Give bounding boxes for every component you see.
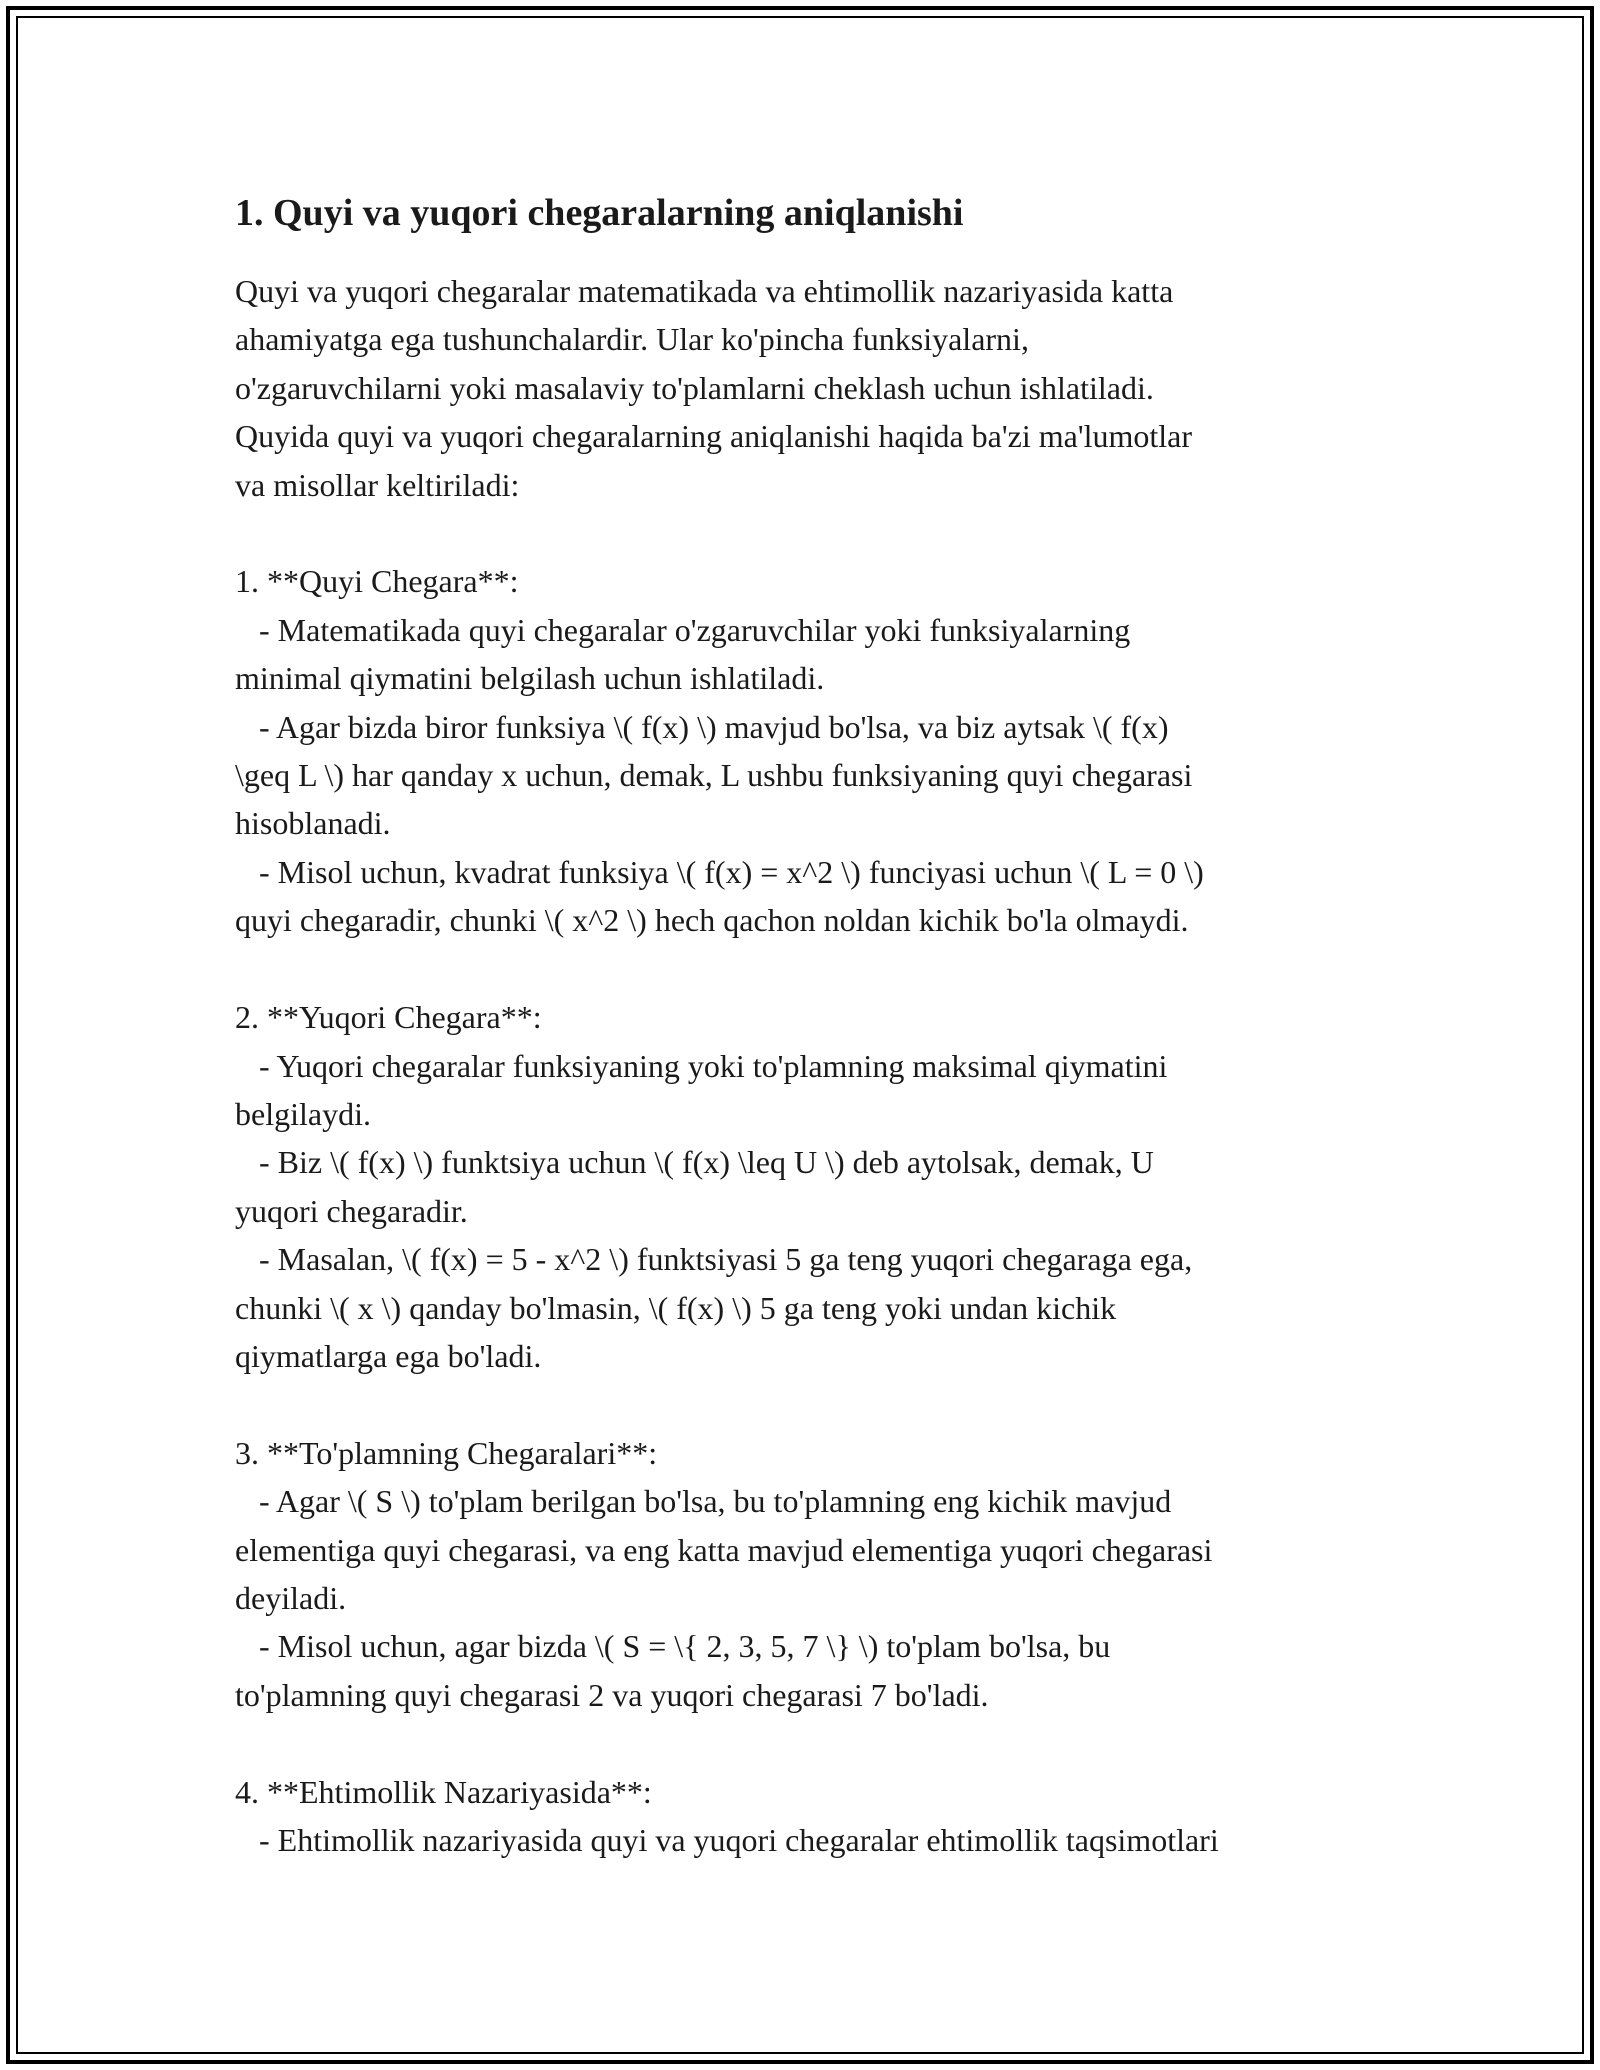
document-title: 1. Quyi va yuqori chegaralarning aniqlanishi	[235, 192, 964, 234]
document-content	[235, 185, 1370, 1864]
document-body-text: Quyi va yuqori chegaralar matematikada va ehtimollik nazariyasida katta ahamiyatga ega tushunchalardir. Ular ko'pincha funksiyalarni, o'zgaruvchilarni yoki masalaviy to'plamlarni cheklash uchun ishlatiladi. Quyida quyi va yuqori chegaralarning aniqlanishi haqida ba'zi ma'lumotlar va misollar keltiriladi: 1. **Quyi Chegara**: - Matematikada quyi chegaralar o'zgaruvchilar yoki funksiyalarning minimal qiymatini belgilash uchun ishlatiladi. - Agar bizda biror funksiya \( f(x) \) mavjud bo'lsa, va biz aytsak \( f(x) \geq L \) har qanday x uchun, demak, L ushbu funksiyaning quyi chegarasi hisoblanadi. - Misol uchun, kvadrat funksiya \( f(x) = x^2 \) funciyasi uchun \( L = 0 \) quyi chegaradir, chunki \( x^2 \) hech qachon noldan kichik bo'la olmaydi. 2. **Yuqori Chegara**: - Yuqori chegaralar funksiyaning yoki to'plamning maksimal qiymatini belgilaydi. - Biz \( f(x) \) funktsiya uchun \( f(x) \leq U \) deb aytolsak, demak, U yuqori chegaradir. - Masalan, \( f(x) = 5 - x^2 \) funktsiyasi 5 ga teng yuqori chegaraga ega, chunki \( x \) qanday bo'lmasin, \( f(x) \) 5 ga teng yoki undan kichik qiymatlarga ega bo'ladi. 3. **To'plamning Chegaralari**: - Agar \( S \) to'plam berilgan bo'lsa, bu to'plamning eng kichik mavjud elementiga quyi chegarasi, va eng katta mavjud elementiga yuqori chegarasi deyiladi. - Misol uchun, agar bizda \( S = \{ 2, 3, 5, 7 \} \) to'plam bo'lsa, bu to'plamning quyi chegarasi 2 va yuqori chegarasi 7 bo'ladi. 4. **Ehtimollik Nazariyasida**: - Ehtimollik nazariyasida quyi va yuqori chegaralar ehtimollik taqsimotlari	[235, 273, 1219, 1858]
